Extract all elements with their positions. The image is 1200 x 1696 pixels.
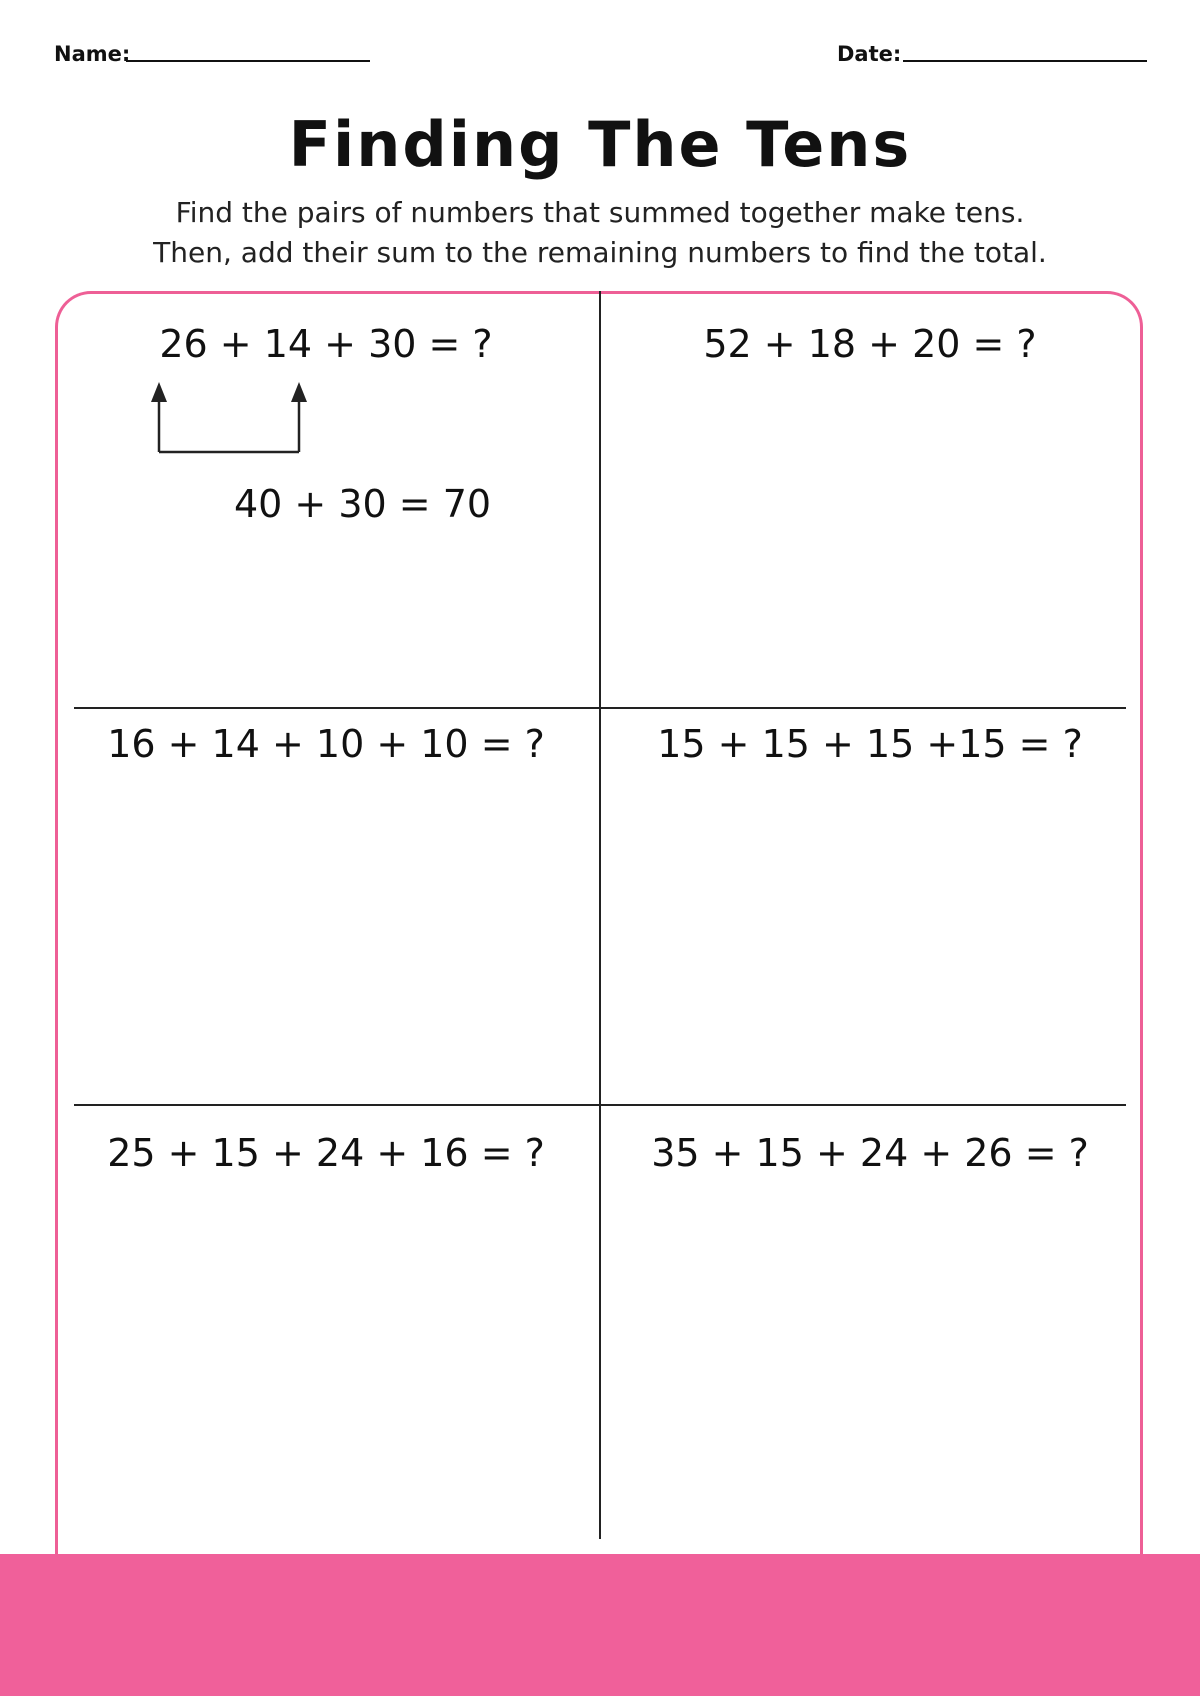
grid-divider-horizontal [74,1104,1126,1106]
bracket-arrows-icon [140,382,320,462]
problem-expression: 15 + 15 + 15 +15 = ? [657,722,1083,766]
name-label: Name: [54,42,131,66]
date-label: Date: [837,42,902,66]
instructions [0,193,1200,273]
grid-divider-horizontal [74,707,1126,709]
date-line[interactable] [903,60,1147,62]
problem-expression: 16 + 14 + 10 + 10 = ? [107,722,545,766]
problem-expression: 26 + 14 + 30 = ? [159,322,493,366]
grid-divider-vertical [599,291,601,1539]
footer-bar [0,1554,1200,1696]
name-field[interactable] [54,42,130,66]
problem-expression: 25 + 15 + 24 + 16 = ? [107,1131,545,1175]
problem-expression: 52 + 18 + 20 = ? [703,322,1037,366]
page-title: Finding The Tens [288,108,912,181]
instruction-line: Find the pairs of numbers that summed together make tens. [175,196,1025,229]
instruction-line: Then, add their sum to the remaining numbers to find the total. [153,236,1047,269]
date-field[interactable] [837,42,901,66]
problem-expression: 35 + 15 + 24 + 26 = ? [651,1131,1089,1175]
example-work: 40 + 30 = 70 [234,482,492,526]
name-line[interactable] [126,60,370,62]
